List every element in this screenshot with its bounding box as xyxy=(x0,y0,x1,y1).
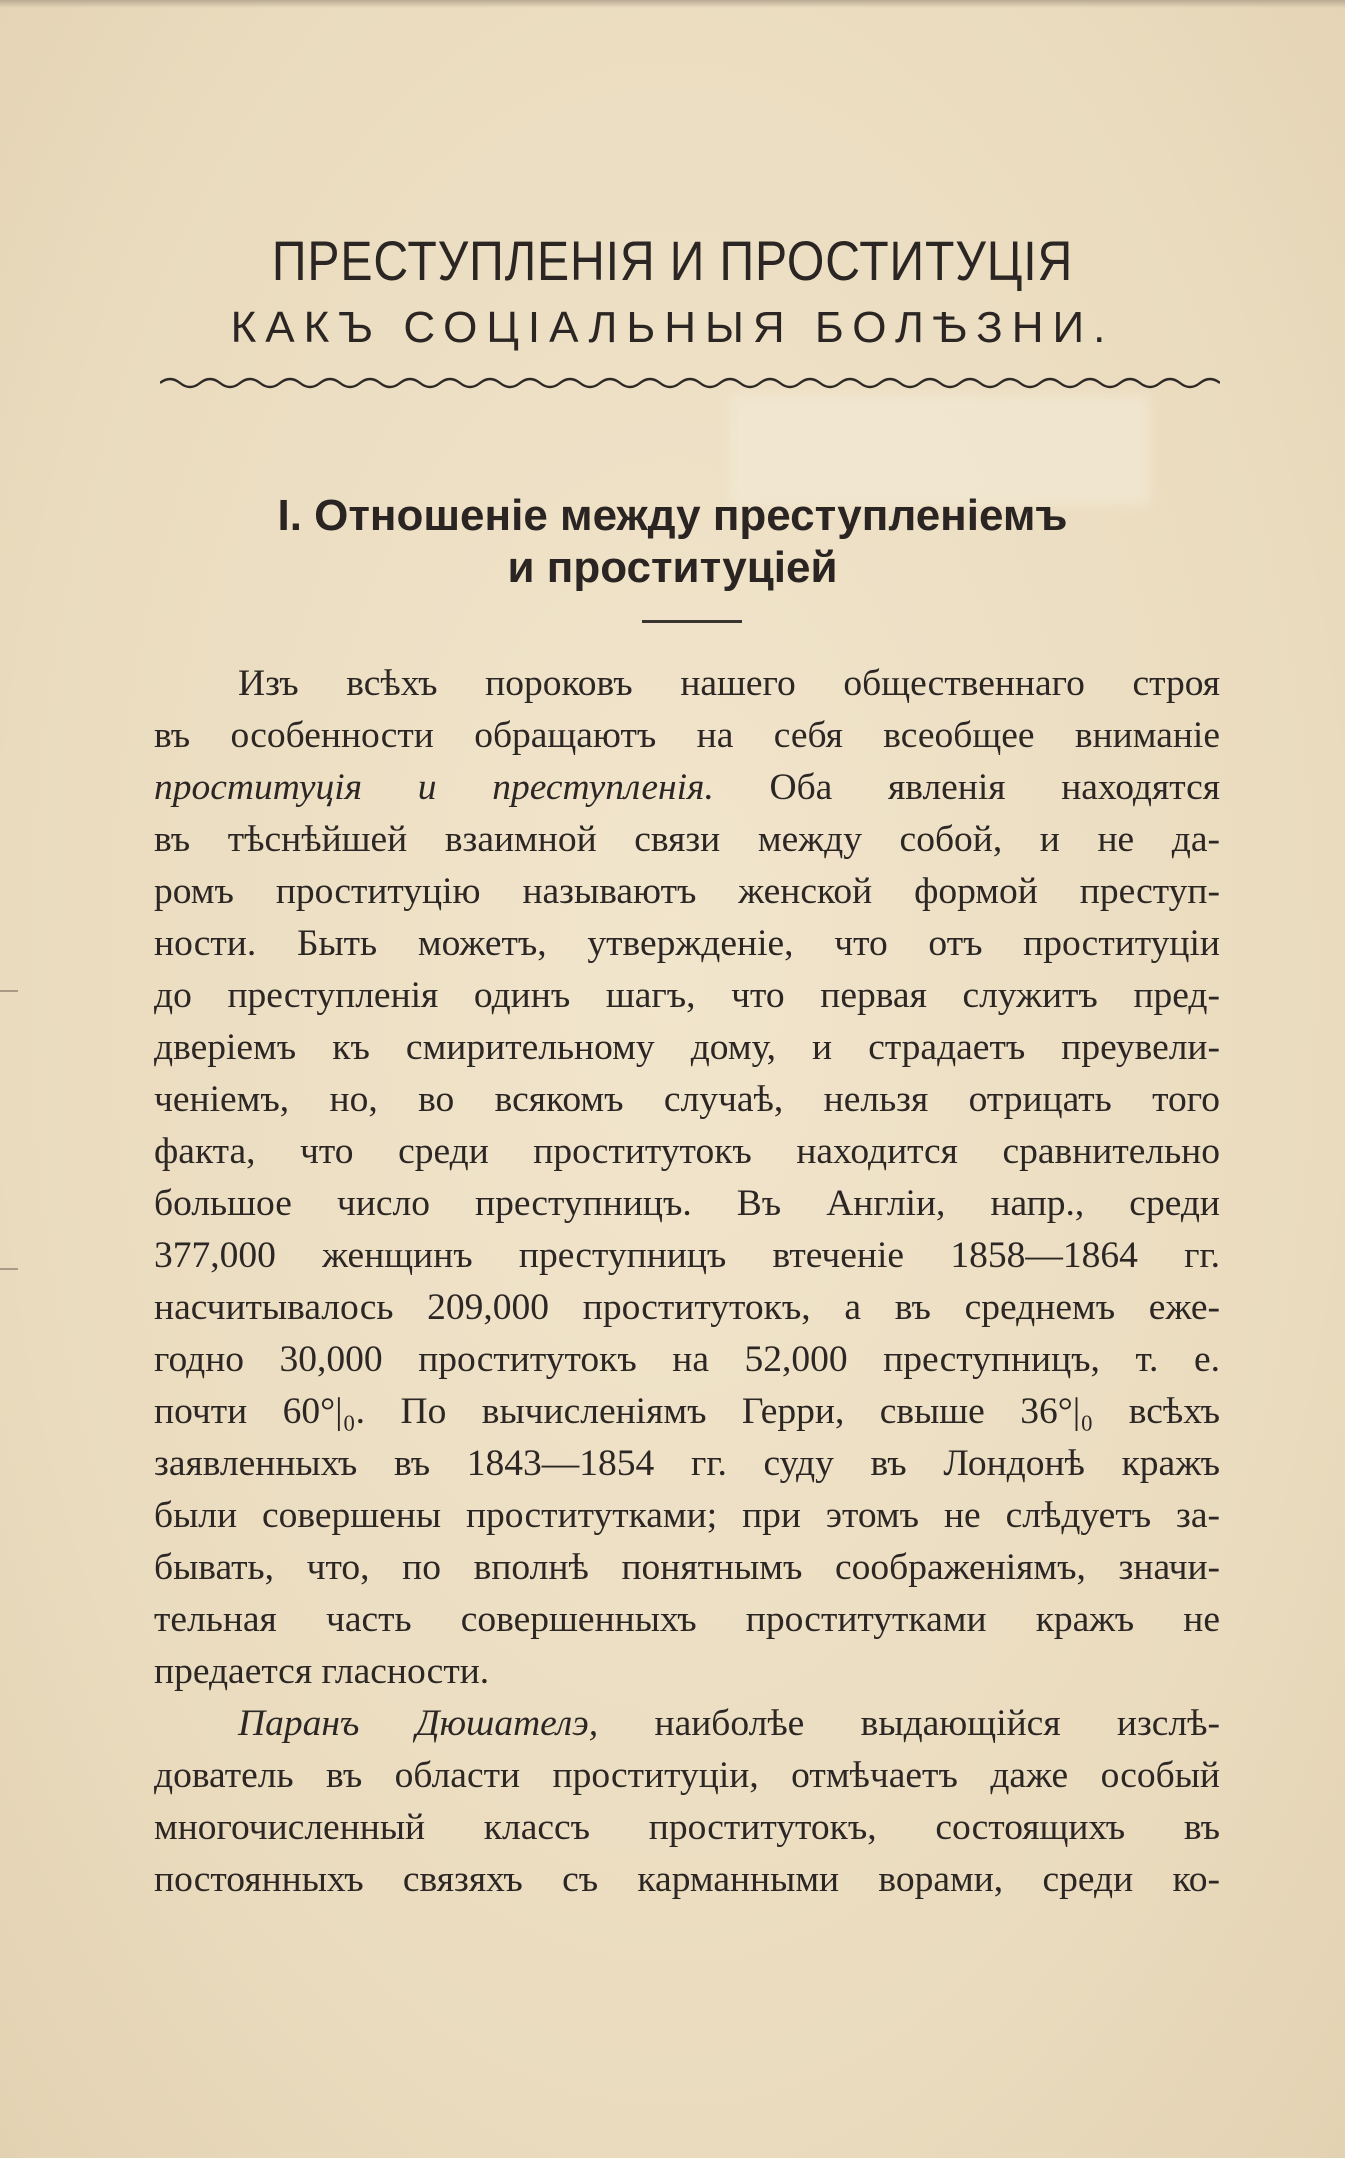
text-line: Изъ всѣхъ пороковъ нашего общественнаго строя xyxy=(238,663,1220,704)
text-line: тельная часть совершенныхъ проститутками кражъ не xyxy=(154,1599,1220,1640)
section-heading-line: I. Отношеніе между преступленіемъ xyxy=(277,491,1068,540)
text-line: факта, что среди проститутокъ находится сравнительно xyxy=(154,1131,1220,1172)
paper-stain xyxy=(730,395,1150,505)
text-line: большое число преступницъ. Въ Англіи, напр., среди xyxy=(154,1183,1220,1224)
margin-mark xyxy=(0,990,18,992)
text-line: годно 30,000 проститутокъ на 52,000 преступницъ, т. е. xyxy=(154,1339,1220,1380)
italic-name: Паранъ Дюшателэ, xyxy=(238,1703,599,1744)
chapter-subtitle: КАКЪ СОЦІАЛЬНЫЯ БОЛѢЗНИ. xyxy=(230,303,1115,352)
page-top-edge xyxy=(0,0,1345,8)
text-line: предается гласности. xyxy=(154,1651,490,1692)
section-divider xyxy=(642,620,742,623)
text-line: ченіемъ, но, во всякомъ случаѣ, нельзя отрицать того xyxy=(154,1079,1220,1120)
text-line xyxy=(154,1698,1220,1750)
text-line: ромъ проституцію называютъ женской формой преступ- xyxy=(154,871,1220,912)
text-line: дователь въ области проституціи, отмѣчаетъ даже особый xyxy=(154,1755,1220,1796)
text-line: ности. Быть можетъ, утвержденіе, что отъ проституціи xyxy=(154,923,1220,964)
wavy-rule-ornament xyxy=(160,372,1220,394)
text-line: многочисленный классъ проститутокъ, состоящихъ въ xyxy=(154,1807,1220,1848)
body-text xyxy=(154,658,1220,1906)
chapter-header xyxy=(0,228,1345,353)
text-line: были совершены проститутками; при этомъ не слѣдуетъ за- xyxy=(154,1495,1220,1536)
text-fragment: наиболѣе выдающійся изслѣ- xyxy=(598,1703,1220,1744)
text-line: въ особенности обращаютъ на себя всеобщее вниманіе xyxy=(154,715,1220,756)
text-line: постоянныхъ связяхъ съ карманными ворами, среди ко- xyxy=(154,1859,1220,1900)
text-fragment: Оба явленія находятся xyxy=(713,767,1220,808)
section-heading xyxy=(0,490,1345,594)
text-line: въ тѣснѣйшей взаимной связи между собой, и не да- xyxy=(154,819,1220,860)
text-line: до преступленія одинъ шагъ, что первая служитъ пред- xyxy=(154,975,1220,1016)
text-line: насчитывалось 209,000 проститутокъ, а въ среднемъ еже- xyxy=(154,1287,1220,1328)
section-heading-line: и проституціей xyxy=(507,543,838,592)
text-line: дверіемъ къ смирительному дому, и страдаетъ преувели- xyxy=(154,1027,1220,1068)
chapter-title: ПРЕСТУПЛЕНІЯ И ПРОСТИТУЦІЯ xyxy=(271,229,1074,292)
text-line xyxy=(154,762,1220,814)
text-line: заявленныхъ въ 1843—1854 гг. суду въ Лондонѣ кражъ xyxy=(154,1443,1220,1484)
text-line: почти 60°|₀. По вычисленіямъ Герри, свыше 36°|₀ всѣхъ xyxy=(154,1391,1220,1432)
text-line: бывать, что, по вполнѣ понятнымъ соображеніямъ, значи- xyxy=(154,1547,1220,1588)
text-line: 377,000 женщинъ преступницъ втеченіе 1858—1864 гг. xyxy=(154,1235,1220,1276)
margin-mark xyxy=(0,1268,18,1270)
italic-phrase: проституція и преступленія. xyxy=(154,767,714,808)
